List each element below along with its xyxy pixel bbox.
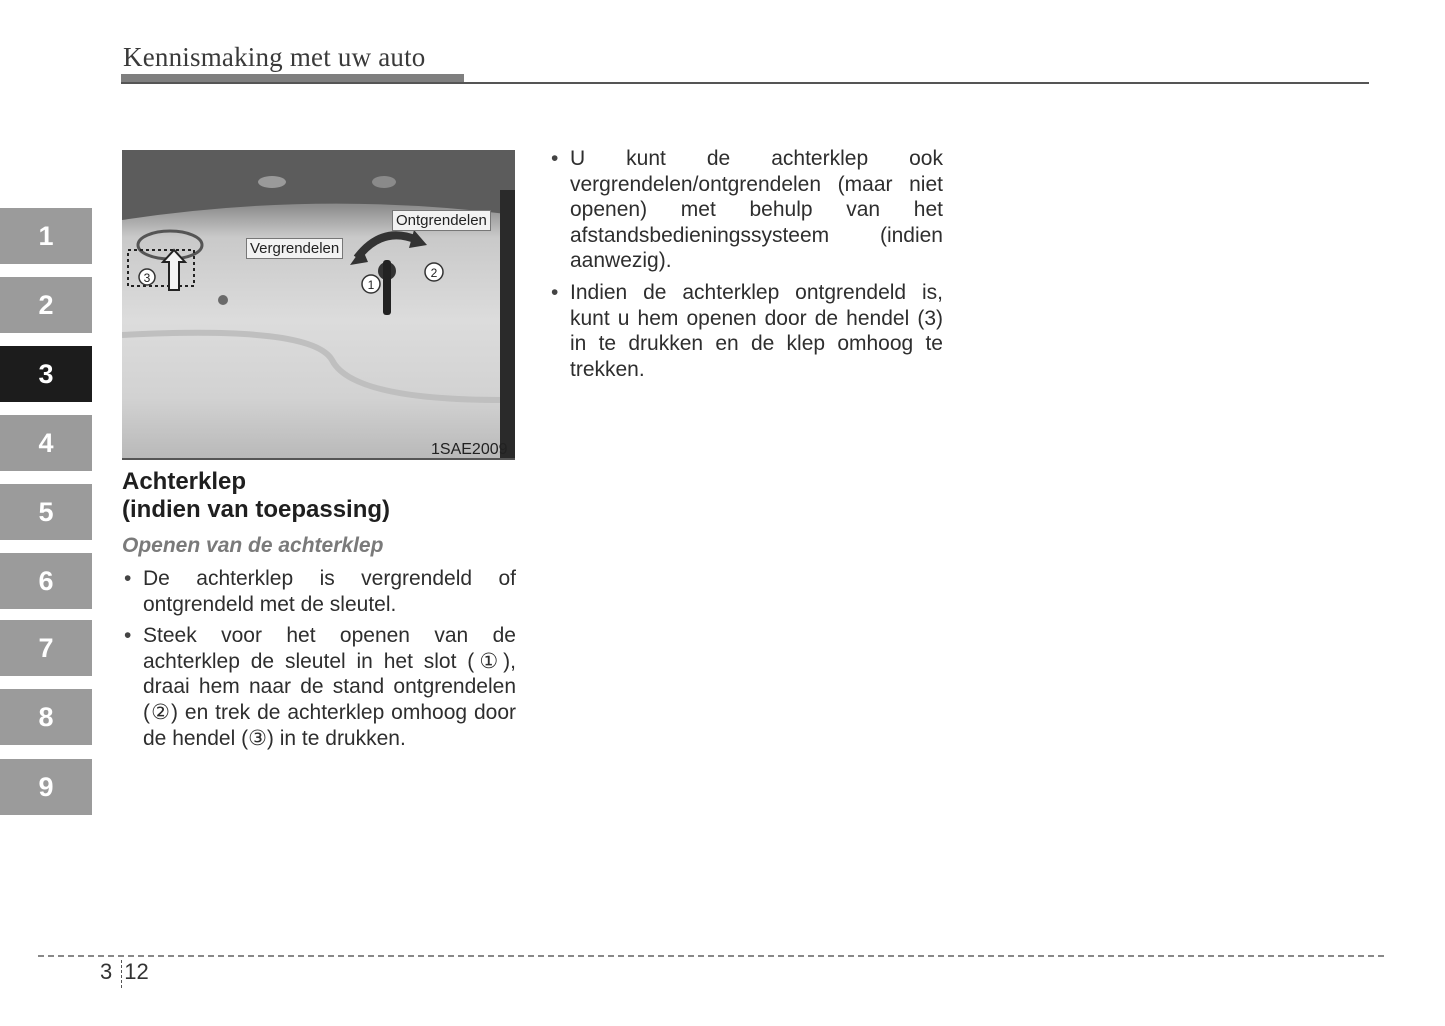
figure-code: 1SAE2009 <box>431 441 508 458</box>
handle-highlight-box <box>128 250 194 286</box>
page-header-title: Kennismaking met uw auto <box>123 42 426 72</box>
chapter-tab-label: 6 <box>38 565 54 596</box>
marker-3-label: 3 <box>143 271 151 285</box>
chapter-tab-label: 8 <box>38 701 54 732</box>
bullet-item: • U kunt de achterklep ook vergrendelen/ontgrendelen (maar niet openen) met behulp van het afstandsbedieningssysteem (indien aanwezig). <box>549 146 943 274</box>
chapter-tab-label: 9 <box>38 771 54 802</box>
chapter-tab-label: 1 <box>38 220 54 251</box>
marker-1-label: 1 <box>367 278 375 292</box>
chapter-tab-9[interactable] <box>0 759 92 815</box>
chapter-tab-1[interactable] <box>0 208 92 264</box>
unlock-label: Ontgrendelen <box>392 210 491 231</box>
bullet-item: • Steek voor het openen van de achterklep de sleutel in het slot (①), draai hem naar de stand ontgrendelen (②) en trek de achterklep omhoog door de hendel (③) in te drukken. <box>122 623 516 751</box>
unlock-arrowhead-icon <box>409 230 427 248</box>
tailgate-photo <box>122 150 515 460</box>
bullet-item: • De achterklep is vergrendeld of ontgrendeld met de sleutel. <box>122 566 516 617</box>
page-number-separator <box>121 960 122 988</box>
bullet-item: • Indien de achterklep ontgrendeld is, kunt u hem openen door de hendel (3) in te drukken en de klep omhoog te trekken. <box>549 280 943 382</box>
wiper-mount <box>258 176 286 188</box>
tailgate-illustration <box>122 150 515 460</box>
chapter-tab-label: 2 <box>38 289 54 320</box>
body-crease <box>122 333 502 400</box>
chapter-tab-7[interactable] <box>0 620 92 676</box>
section-title-line-1: Achterklep <box>122 468 247 495</box>
chapter-tab-3-active[interactable] <box>0 346 92 402</box>
right-column-text <box>549 146 943 388</box>
marker-2-label: 2 <box>430 266 438 280</box>
left-column-text <box>122 566 516 757</box>
chapter-tab-label: 3 <box>38 358 54 389</box>
chapter-tab-label: 7 <box>38 632 54 663</box>
chapter-tab-4[interactable] <box>0 415 92 471</box>
sensor-dot <box>218 295 228 305</box>
subheading: Openen van de achterklep <box>122 534 384 557</box>
chapter-tab-2[interactable] <box>0 277 92 333</box>
footer-rule <box>38 955 1384 957</box>
chapter-tab-6[interactable] <box>0 553 92 609</box>
key-icon <box>383 260 391 315</box>
section-title <box>122 468 390 524</box>
push-arrow-icon <box>163 250 185 290</box>
section-title-line-2: (indien van toepassing) <box>122 496 391 523</box>
door-edge <box>500 190 515 460</box>
chapter-tab-label: 5 <box>38 496 54 527</box>
unlock-arc-arrow <box>357 235 417 258</box>
chapter-tab-5[interactable] <box>0 484 92 540</box>
page-number-value: 12 <box>124 959 149 984</box>
chapter-tab-8[interactable] <box>0 689 92 745</box>
header-rule <box>121 82 1369 84</box>
page-number <box>100 959 149 985</box>
chapter-number: 3 <box>100 959 113 984</box>
lock-label: Vergrendelen <box>246 238 343 259</box>
brake-light <box>372 176 396 188</box>
chapter-tab-label: 4 <box>38 427 54 458</box>
